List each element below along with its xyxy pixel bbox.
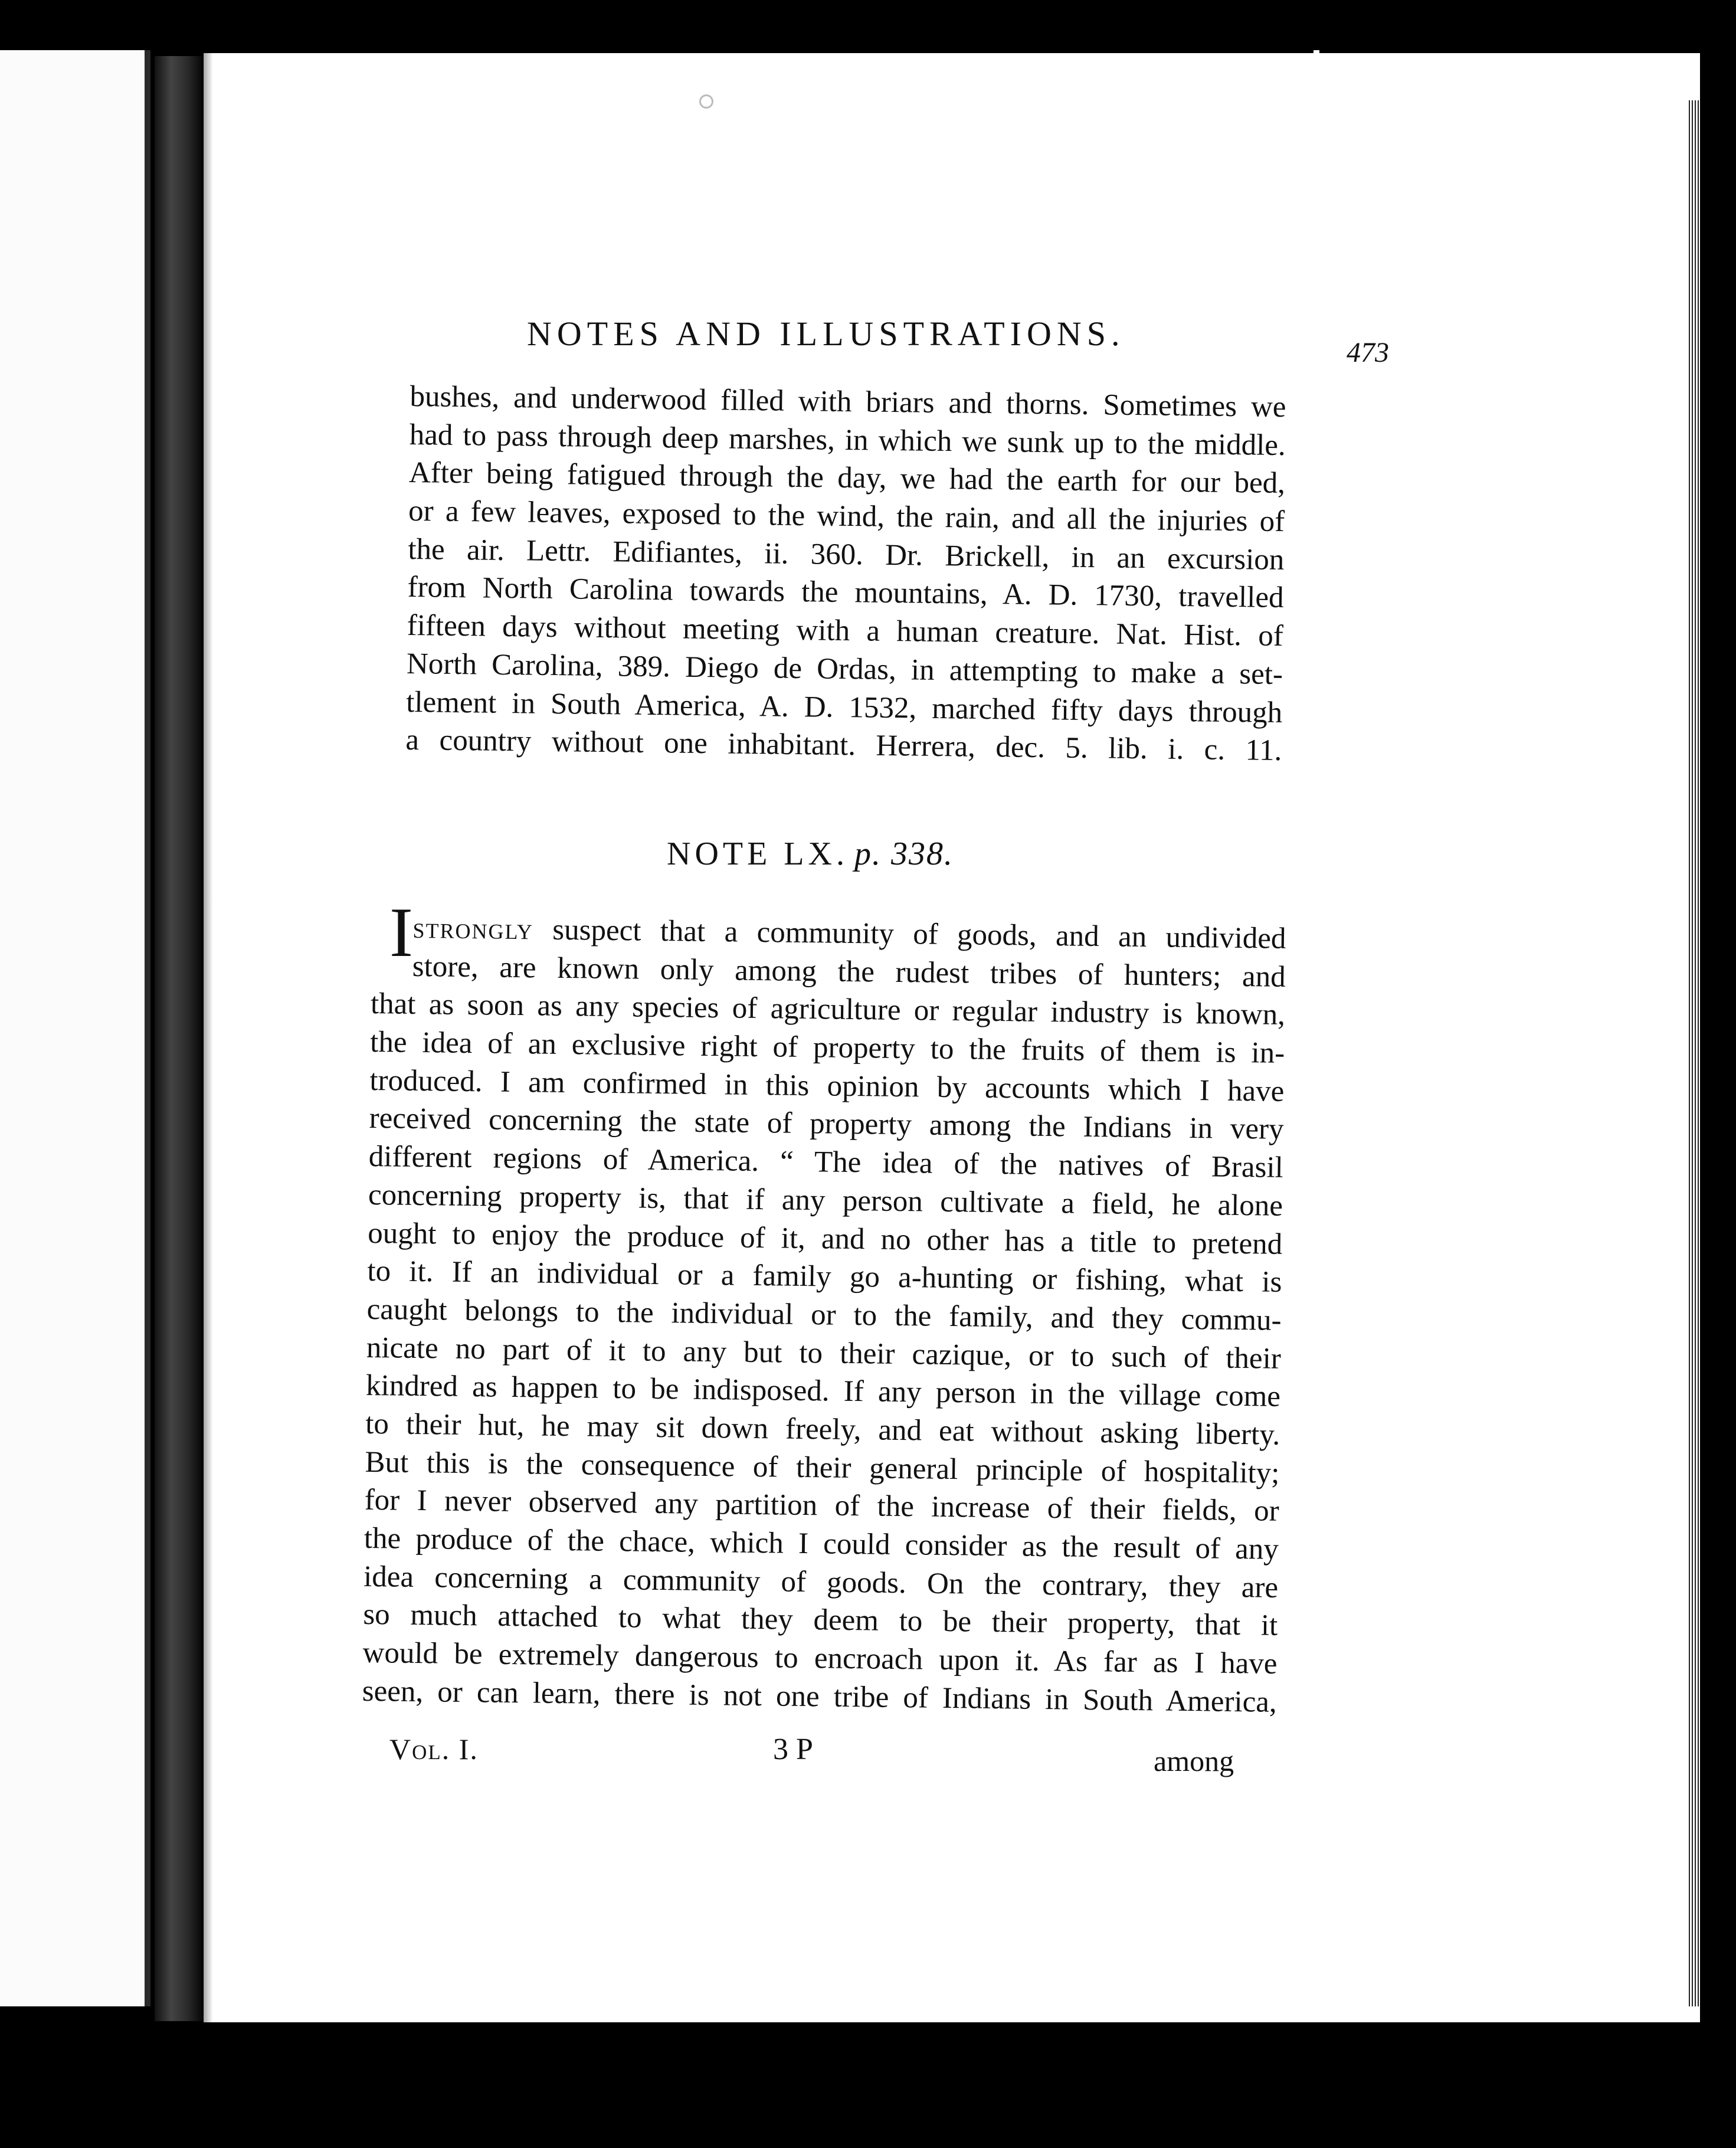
note-paragraph [362,909,1286,1721]
first-line-text: suspect that a community of goods, and an undivided [533,913,1286,955]
drop-cap: I [389,893,413,971]
gutter-shadow [204,53,213,2022]
catchword: among [1154,1744,1234,1777]
text-line: nicate no part of it to any but to their cazique, or to such of their [366,1331,1282,1376]
book-spine-shadow [155,56,202,2021]
text-line: that as soon as any species of agriculture or regular industry is known, [370,987,1286,1032]
text-line: ought to enjoy the produce of it, and no other has a title to pretend [367,1216,1283,1261]
text-line: from North Carolina towards the mountains, A. D. 1730, travelled [407,571,1284,615]
text-line: tlement in South America, A. D. 1532, marched fifty days through [405,685,1283,729]
text-line: fifteen days without meeting with a human creature. Nat. Hist. of [407,609,1284,653]
text-line: to it. If an individual or a family go a-hunting or fishing, what is [367,1255,1282,1299]
text-line: But this is the consequence of their general principle of hospitality; [365,1445,1280,1490]
text-line: to their hut, he may sit down freely, and eat without asking liberty. [365,1407,1280,1452]
facing-page [0,50,150,2006]
continued-paragraph [405,378,1286,770]
text-line: troduced. I am confirmed in this opinion by accounts which I have [369,1063,1285,1108]
text-line: caught belongs to the individual or to the family, and they commu- [366,1292,1282,1337]
opening-words: strongly [412,911,534,947]
facing-page-edge [145,50,150,2006]
text-line: had to pass through deep marshes, in which we sunk up to the middle. [409,418,1286,462]
text-line: or a few leaves, exposed to the wind, the rain, and all the injuries of [408,495,1285,539]
page-fore-edge [1687,100,1700,2006]
text-line: idea concerning a community of goods. On the contrary, they are [363,1560,1279,1605]
text-line: for I never observed any partition of the increase of their fields, or [364,1484,1279,1528]
text-line: would be extremely dangerous to encroach upon it. As far as I have [362,1636,1278,1681]
note-page-reference: p. 338. [854,836,954,872]
page-number: 473 [1347,337,1389,368]
text-line: the idea of an exclusive right of property to the fruits of them is in- [369,1026,1285,1070]
text-line: received concerning the state of property among the Indians in very [369,1102,1284,1147]
note-heading [667,835,954,873]
text-line: store, are known only among the rudest tribes of hunters; and [412,949,1286,994]
text-line: seen, or can learn, there is not one tribe of Indians in South America, [362,1674,1278,1719]
text-line: concerning property is, that if any person cultivate a field, he alone [368,1178,1283,1223]
tick-mark [1314,50,1319,69]
text-line: different regions of America. “ The idea of the natives of Brasil [368,1140,1284,1185]
text-line: so much attached to what they deem to be their property, that it [363,1598,1278,1643]
text-line: After being fatigued through the day, we had the earth for our bed, [408,456,1286,500]
volume-label: Vol. I. [389,1733,479,1766]
text-line: a country without one inhabitant. Herrera, dec. 5. lib. i. c. 11. [405,723,1282,768]
running-title: NOTES AND ILLUSTRATIONS. [527,315,1125,353]
text-line: bushes, and underwood filled with briars and thorns. Sometimes we [410,379,1286,424]
text-line: kindred as happen to be indisposed. If any person in the village come [365,1369,1281,1414]
text-line: North Carolina, 389. Diego de Ordas, in attempting to make a set- [406,647,1283,691]
signature-mark: 3 P [773,1733,813,1766]
text-line: the air. Lettr. Edifiantes, ii. 360. Dr. Brickell, in an excursion [408,532,1285,577]
note-title: NOTE LX. [667,836,849,872]
text-line: the produce of the chace, which I could consider as the result of any [363,1521,1279,1566]
